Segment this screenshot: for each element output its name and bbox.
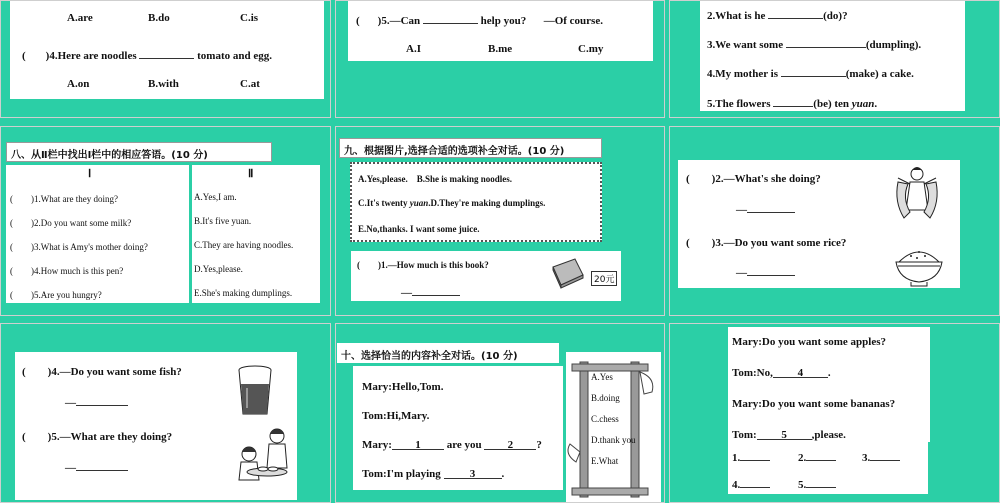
dancing-woman-image — [890, 162, 945, 222]
choice-frame — [566, 352, 661, 502]
answer-slot[interactable]: 5. — [798, 477, 836, 491]
option-line: A.Yes,please. B.She is making noodles. — [358, 174, 513, 184]
answer-slot[interactable]: 2. — [798, 450, 836, 464]
section-title: 十、选择恰当的内容补全对话。(10 分) — [341, 351, 518, 362]
people-eating-image — [233, 424, 293, 486]
choice-item: E.What — [591, 456, 619, 466]
option-c: C.my — [578, 43, 604, 55]
dialogue-line: Mary: 1 are you 2 ? — [362, 439, 542, 451]
dialogue-line: Tom: 5 ,please. — [732, 429, 846, 441]
question-1: ( )1.—How much is this book? — [357, 260, 489, 270]
question-4: ( )4.Here are noodles tomato and egg. — [22, 50, 272, 62]
slide-panel-4 — [0, 126, 331, 316]
answer-line: — — [736, 202, 795, 216]
option-b: B.do — [148, 12, 170, 24]
blank-4[interactable]: 4 — [773, 367, 828, 378]
price-tag: 20元 — [591, 271, 617, 286]
card-6 — [678, 160, 960, 288]
column-1-header: Ⅰ — [88, 168, 92, 180]
dialogue-line: Tom:I'm playing 3 . — [362, 468, 505, 480]
blank-1[interactable]: 1 — [392, 439, 444, 450]
fill-line-4: 4.My mother is (make) a cake. — [707, 68, 914, 80]
left-item: ( )5.Are you hungry? — [10, 290, 102, 300]
answer-slot[interactable]: 3. — [862, 450, 900, 464]
blank-2[interactable]: 2 — [484, 439, 536, 450]
juice-glass-image — [235, 364, 275, 418]
fill-line-5: 5.The flowers (be) ten yuan. — [707, 98, 878, 110]
blank-5[interactable]: 5 — [757, 429, 812, 440]
question-2: ( )2.—What's she doing? — [686, 173, 821, 185]
question-4: ( )4.—Do you want some fish? — [22, 366, 182, 378]
left-item: ( )1.What are they doing? — [10, 194, 118, 204]
fill-line-3: 3.We want some (dumpling). — [707, 39, 922, 51]
answer-line: — — [736, 265, 795, 279]
section-title: 九、根据图片,选择合适的选项补全对话。(10 分) — [344, 146, 565, 157]
option-c: C.is — [240, 12, 259, 24]
rice-bowl-image — [893, 242, 945, 288]
card-2 — [348, 1, 653, 61]
card-3 — [700, 1, 965, 111]
slide-panel-9 — [669, 323, 1000, 503]
answer-line: — — [401, 285, 460, 299]
left-item: ( )4.How much is this pen? — [10, 266, 124, 276]
dialogue-line: Tom:No, 4 . — [732, 367, 831, 379]
choice-item: C.chess — [591, 414, 619, 424]
option-a: A.are — [67, 12, 93, 24]
slide-panel-1 — [0, 0, 331, 118]
question-5: ( )5.—Can help you? —Of course. — [356, 15, 603, 27]
answer-slot[interactable]: 4. — [732, 477, 770, 491]
choice-item: B.doing — [591, 393, 620, 403]
column-2-box — [192, 165, 320, 303]
option-b: B.me — [488, 43, 513, 55]
slide-panel-7 — [0, 323, 331, 503]
book-icon — [549, 257, 585, 289]
section-8-title-box — [6, 142, 272, 162]
section-10-title-box — [337, 343, 559, 363]
right-item: B.It's five yuan. — [194, 216, 252, 226]
answer-line: — — [65, 460, 128, 474]
column-2-header: Ⅱ — [248, 168, 254, 180]
choice-item: D.thank you — [591, 435, 636, 445]
fill-line-2: 2.What is he (do)? — [707, 10, 848, 22]
answer-sheet — [728, 442, 928, 494]
dialogue-line: Mary:Do you want some bananas? — [732, 398, 896, 410]
option-a: A.I — [406, 43, 421, 55]
option-c: C.at — [240, 78, 260, 90]
left-item: ( )2.Do you want some milk? — [10, 218, 132, 228]
option-line: C.It's twenty yuan.D.They're making dumplings. — [358, 198, 546, 208]
slide-panel-5 — [335, 126, 665, 316]
right-item: A.Yes,I am. — [194, 192, 237, 202]
card-1 — [10, 1, 324, 99]
option-b: B.with — [148, 78, 179, 90]
section-title: 八、从Ⅱ栏中找出Ⅰ栏中的相应答语。(10 分) — [11, 150, 208, 161]
blank-3[interactable]: 3 — [444, 468, 502, 479]
dialogue-line: Tom:Hi,Mary. — [362, 410, 430, 422]
dialogue-line: Mary:Hello,Tom. — [362, 381, 444, 393]
question-5: ( )5.—What are they doing? — [22, 431, 173, 443]
options-box — [350, 162, 602, 242]
wooden-frame-image — [566, 352, 661, 502]
right-item: D.Yes,please. — [194, 264, 243, 274]
dialogue-line: Mary:Do you want some apples? — [732, 336, 886, 348]
dialogue-box — [728, 327, 930, 442]
section-9-title-box — [339, 138, 602, 158]
card-7 — [15, 352, 297, 500]
answer-slot[interactable]: 1. — [732, 450, 770, 464]
dialogue-box — [353, 366, 563, 490]
slide-panel-6 — [669, 126, 1000, 316]
slide-panel-8 — [335, 323, 665, 503]
answer-line: — — [65, 395, 128, 409]
choice-item: A.Yes — [591, 372, 613, 382]
right-item: E.She's making dumplings. — [194, 288, 293, 298]
slide-panel-2 — [335, 0, 665, 118]
column-1-box — [6, 165, 189, 303]
right-item: C.They are having noodles. — [194, 240, 294, 250]
question-3: ( )3.—Do you want some rice? — [686, 237, 847, 249]
option-line: E.No,thanks. I want some juice. — [358, 224, 480, 234]
option-a: A.on — [67, 78, 90, 90]
slide-panel-3 — [669, 0, 1000, 118]
question-box — [351, 251, 621, 301]
left-item: ( )3.What is Amy's mother doing? — [10, 242, 148, 252]
